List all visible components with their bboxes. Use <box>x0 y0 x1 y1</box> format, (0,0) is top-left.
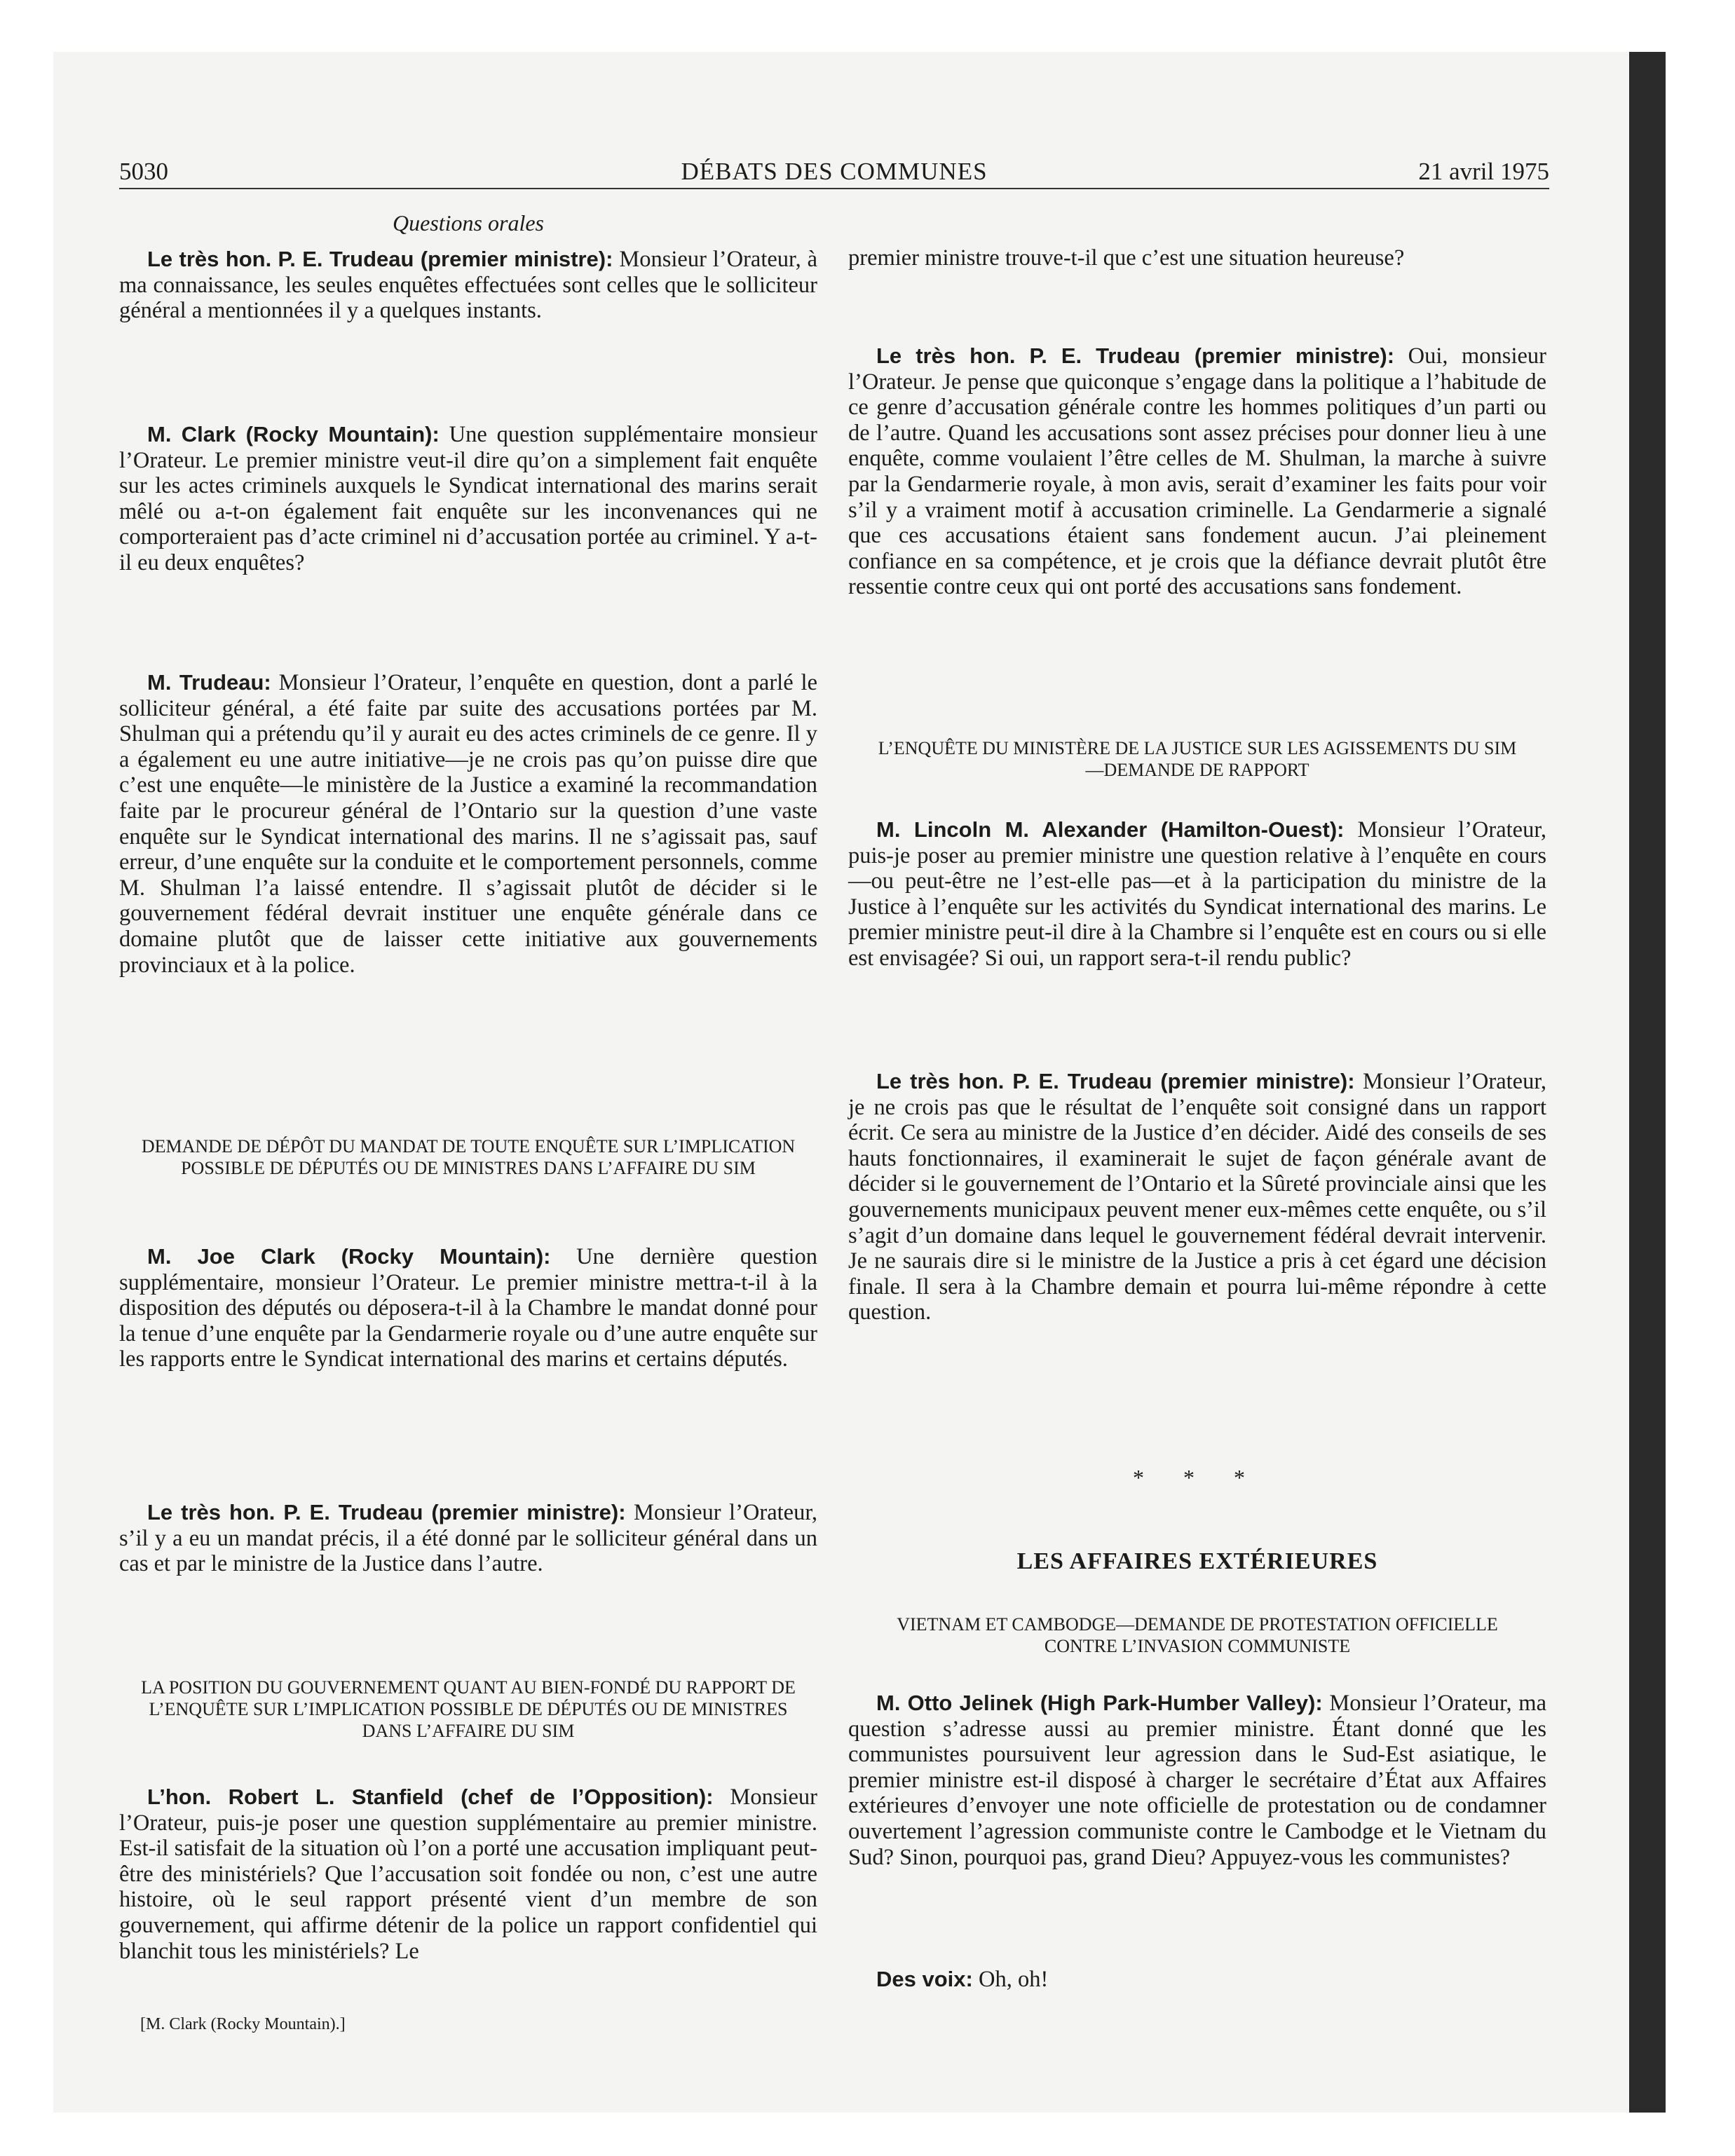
paragraph <box>119 670 817 978</box>
speaker-name: M. Clark (Rocky Mountain): <box>147 422 440 446</box>
speaker-name: M. Trudeau: <box>147 670 271 695</box>
paragraph-text: Une question supplémentaire monsieur l’Orateur. Le premier ministre veut-il dire qu’on a simplement fait enquête sur les actes criminels auxquels le Syndicat international des marins serait mêlé ou a-t-on également fait enquête sur les inconvenances qui ne comporteraient pas d’acte criminel ni d’accusation portée au criminel. Y a-t-il eu deux enquêtes? <box>119 422 817 575</box>
paragraph <box>848 1691 1546 1870</box>
paragraph-text: Oh, oh! <box>972 1967 1049 1992</box>
speaker-name: M. Otto Jelinek (High Park-Humber Valley): <box>876 1691 1323 1715</box>
paragraph-text: premier ministre trouve-t-il que c’est une situation heureuse? <box>848 245 1405 271</box>
paragraph-text: Monsieur l’Orateur, ma question s’adresse aussi au premier ministre. Étant donné que les communistes poursuivent leur agression dans le Sud-Est asiatique, le premier ministre est-il disposé à charger le secrétaire d’État aux Affaires extérieures d’envoyer une note officielle de protestation ou de condamner ouvertement l’agression communiste contre le Cambodge et le Vietnam du Sud? Sinon, pourquoi pas, grand Dieu? Appuyez-vous les communistes? <box>848 1691 1546 1870</box>
section-separator: * * * <box>1133 1465 1262 1490</box>
paragraph <box>119 422 817 576</box>
paragraph <box>119 247 817 324</box>
paragraph-text: Monsieur l’Orateur, à ma connaissance, les seules enquêtes effectuées sont celles que le solliciteur général a mentionnées il y a quelques instants. <box>119 247 817 324</box>
paragraph-text: Monsieur l’Orateur, l’enquête en question, dont a parlé le solliciteur général, a été faite par suite des accusations portées par M. Shulman qui a prétendu qu’il y aurait eu des actes criminels de ce genre. Il y a également eu une autre initiative—je ne crois pas qu’on puisse dire que c’est une enquête—le ministère de la Justice a examiné la recommandation faite par le procureur général de l’Ontario sur la question d’une vaste enquête sur le Syndicat international des marins. Il ne s’agissait pas, sauf erreur, d’une enquête sur la conduite et le comportement personnels, comme M. Shulman l’a laissé entendre. Il s’agissait plutôt de décider si le gouvernement fédéral devrait instituer une enquête générale dans ce domaine plutôt que de laisser cette initiative aux gouvernements provinciaux et à la police. <box>119 670 817 978</box>
paragraph <box>848 245 1546 271</box>
speaker-name: Le très hon. P. E. Trudeau (premier ministre): <box>147 247 613 271</box>
paragraph <box>848 1967 1546 1993</box>
section-heading: VIETNAM ET CAMBODGE—DEMANDE DE PROTESTATION OFFICIELLE CONTRE L’INVASION COMMUNISTE <box>897 1614 1498 1656</box>
speaker-name: M. Joe Clark (Rocky Mountain): <box>147 1244 551 1269</box>
paragraph <box>848 343 1546 600</box>
page-header <box>119 156 1549 189</box>
speaker-name: Des voix: <box>876 1967 973 1991</box>
speaker-name: Le très hon. P. E. Trudeau (premier ministre): <box>876 1069 1355 1093</box>
paragraph <box>119 1500 817 1577</box>
paragraph <box>848 1069 1546 1325</box>
section-label: Questions orales <box>393 210 544 236</box>
paragraph <box>119 1244 817 1372</box>
paragraph-text: Monsieur l’Orateur, s’il y a eu un mandat précis, il a été donné par le solliciteur général dans un cas et par le ministre de la Justice dans l’autre. <box>119 1500 817 1577</box>
publication-title: DÉBATS DES COMMUNES <box>681 158 988 185</box>
paragraph-text: Monsieur l’Orateur, puis-je poser au premier ministre une question relative à l’enquête en cours—ou peut-être ne l’est-elle pas—et à la participation du ministre de la Justice à l’enquête sur les activités du Syndicat international des marins. Le premier ministre peut-il dire à la Chambre si l’enquête est en cours ou si elle est envisagée? Si oui, un rapport sera-t-il rendu public? <box>848 817 1546 971</box>
paragraph-text: Monsieur l’Orateur, puis-je poser une question supplémentaire au premier ministre. Est-il satisfait de la situation où l’on a porté une accusation impliquant peut-être des ministériels? Que l’accusation soit fondée ou non, c’est une autre histoire, où le seul rapport présenté vient d’un membre de son gouvernement, qui affirme détenir de la police un rapport confidentiel qui blanchit tous les ministériels? Le <box>119 1785 817 1964</box>
scan-edge-bar <box>1629 52 1666 2113</box>
section-heading: LA POSITION DU GOUVERNEMENT QUANT AU BIEN-FONDÉ DU RAPPORT DE L’ENQUÊTE SUR L’IMPLICATION POSSIBLE DE DÉPUTÉS OU DE MINISTRES DANS L’AFFAIRE DU SIM <box>141 1677 796 1741</box>
paragraph-text: Monsieur l’Orateur, je ne crois pas que le résultat de l’enquête soit consigné dans un rapport écrit. Ce sera au ministre de la Justice d’en décider. Aidé des conseils de ses hauts fonctionnaires, il examinerait le sujet de façon générale avant de décider si le gouvernement de l’Ontario et la Sûreté provinciale ainsi que les gouvernements municipaux peuvent mener eux-mêmes cette enquête, ou s’il s’agit d’un domaine dans lequel le gouvernement fédéral devrait intervenir. Je ne saurais dire si le ministre de la Justice a pris à cet égard une décision finale. Il sera à la Chambre demain et pourra lui-même répondre à cette question. <box>848 1069 1546 1325</box>
paragraph-text: Oui, monsieur l’Orateur. Je pense que quiconque s’engage dans la politique a l’habitude de ce genre d’accusation générale contre les hommes politiques d’un parti ou de l’autre. Quand les accusations sont assez précises pour donner lieu à une enquête, comme voulaient l’être celles de M. Shulman, la marche à suivre par la Gendarmerie royale, à mon avis, serait d’examiner les faits pour voir s’il y a vraiment motif à accusation criminelle. La Gendarmerie a signalé que ces accusations étaient sans fondement aucun. J’ai pleinement confiance en sa compétence, et je crois que la défiance devrait plutôt être ressentie contre ceux qui ont porté des accusations sans fondement. <box>848 343 1546 600</box>
paragraph <box>119 1785 817 1964</box>
speaker-name: L’hon. Robert L. Stanfield (chef de l’Opposition): <box>147 1785 714 1809</box>
section-heading: DEMANDE DE DÉPÔT DU MANDAT DE TOUTE ENQUÊTE SUR L’IMPLICATION POSSIBLE DE DÉPUTÉS OU DE MINISTRES DANS L’AFFAIRE DU SIM <box>141 1136 796 1178</box>
major-heading: LES AFFAIRES EXTÉRIEURES <box>1016 1548 1378 1574</box>
paragraph <box>848 817 1546 971</box>
speaker-name: M. Lincoln M. Alexander (Hamilton-Ouest): <box>876 817 1345 842</box>
speaker-name: Le très hon. P. E. Trudeau (premier ministre): <box>876 343 1395 368</box>
footer-note: [M. Clark (Rocky Mountain).] <box>140 2015 346 2033</box>
section-heading: L’ENQUÊTE DU MINISTÈRE DE LA JUSTICE SUR LES AGISSEMENTS DU SIM—DEMANDE DE RAPPORT <box>878 738 1517 780</box>
publication-date: 21 avril 1975 <box>1418 158 1549 185</box>
page-number: 5030 <box>119 158 168 185</box>
speaker-name: Le très hon. P. E. Trudeau (premier ministre): <box>147 1500 626 1524</box>
paragraph-text: Une dernière question supplémentaire, monsieur l’Orateur. Le premier ministre mettra-t-il à la disposition des députés ou déposera-t-il à la Chambre le mandat donné pour la tenue d’une enquête par la Gendarmerie royale ou d’une autre enquête sur les rapports entre le Syndicat international des marins et certains députés. <box>119 1244 817 1372</box>
